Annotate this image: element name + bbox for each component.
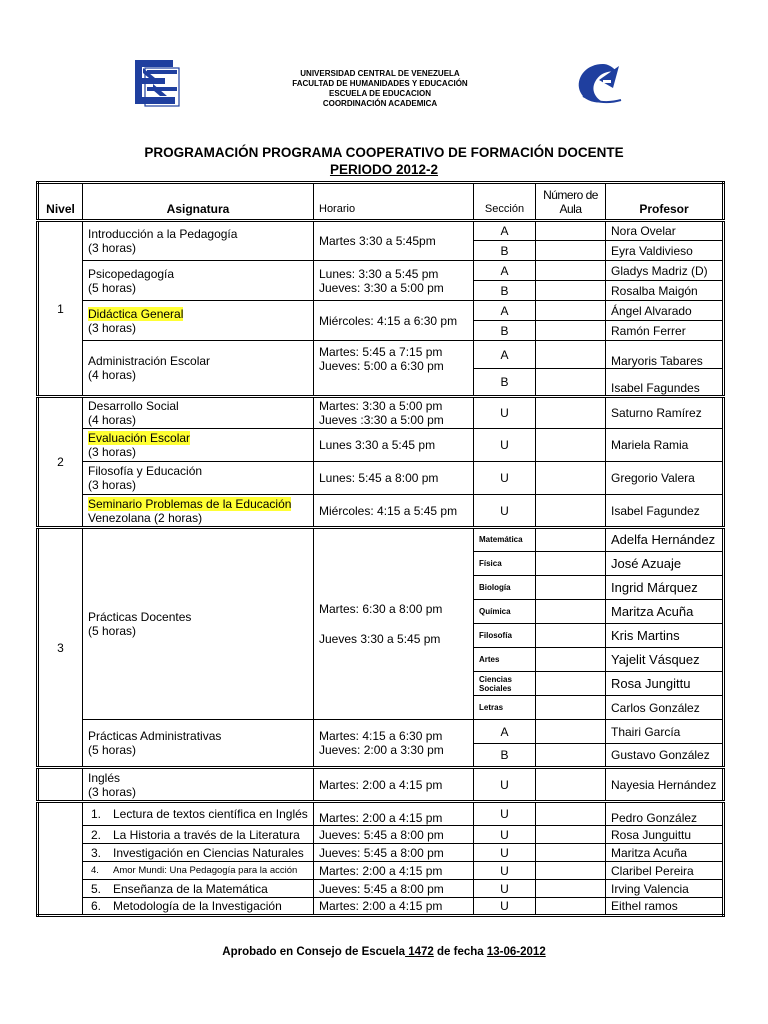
table-header-row xyxy=(38,183,724,221)
subject-cell xyxy=(83,528,314,720)
table-row xyxy=(38,261,724,281)
section-cell: Filosofía xyxy=(474,624,536,648)
section-cell: U xyxy=(474,495,536,528)
department-name: COORDINACIÓN ACADEMICA xyxy=(322,99,438,108)
schedule-cell: Martes: 2:00 a 4:15 pm xyxy=(314,768,474,802)
subject-name-highlighted: Evaluación Escolar xyxy=(88,431,191,445)
institution-header xyxy=(230,69,530,109)
schedule-cell xyxy=(314,397,474,429)
professor-cell: Rosa Junguittu xyxy=(606,826,724,844)
section-cell: A xyxy=(474,341,536,369)
professor-cell: Gustavo González xyxy=(606,744,724,768)
header-nivel: Nivel xyxy=(38,183,83,221)
subject-name: Introducción a la Pedagogía xyxy=(88,227,238,241)
schedule-cell: Jueves: 5:45 a 8:00 pm xyxy=(314,826,474,844)
classroom-cell xyxy=(536,768,606,802)
schedule-line: Jueves: 3:30 a 5:00 pm xyxy=(319,280,444,295)
schedule-cell: Martes 3:30 a 5:45pm xyxy=(314,221,474,261)
classroom-cell xyxy=(536,648,606,672)
classroom-cell xyxy=(536,397,606,429)
section-cell: U xyxy=(474,898,536,916)
faculty-logo-icon xyxy=(573,58,625,108)
classroom-cell xyxy=(536,600,606,624)
classroom-cell xyxy=(536,321,606,341)
schedule-cell: Lunes 3:30 a 5:45 pm xyxy=(314,429,474,462)
subject-cell xyxy=(83,802,314,826)
section-cell: U xyxy=(474,462,536,495)
schedule-line: Jueves 3:30 a 5:45 pm xyxy=(319,632,441,646)
classroom-cell xyxy=(536,720,606,744)
nivel-cell: 3 xyxy=(38,528,83,768)
professor-cell: Rosalba Maigón xyxy=(606,281,724,301)
classroom-cell xyxy=(536,744,606,768)
header-asignatura: Asignatura xyxy=(83,183,314,221)
approval-date: 13-06-2012 xyxy=(486,946,546,958)
professor-cell: Thairi García xyxy=(606,720,724,744)
schedule-cell: Miércoles: 4:15 a 5:45 pm xyxy=(314,495,474,528)
schedule-cell: Lunes: 5:45 a 8:00 pm xyxy=(314,462,474,495)
section-cell: U xyxy=(474,844,536,862)
schedule-cell xyxy=(314,720,474,768)
schedule-line: Jueves :3:30 a 5:00 pm xyxy=(319,413,444,427)
document-title: PROGRAMACIÓN PROGRAMA COOPERATIVO DE FORMACIÓN DOCENTE xyxy=(144,145,624,160)
professor-cell: Maryoris Tabares xyxy=(606,341,724,369)
subject-name: Investigación en Ciencias Naturales xyxy=(113,845,304,860)
table-row xyxy=(38,429,724,462)
schedule-line: Martes: 3:30 a 5:00 pm xyxy=(319,399,443,413)
subject-cell xyxy=(83,397,314,429)
table-row xyxy=(38,221,724,241)
table-row xyxy=(38,802,724,826)
subject-cell xyxy=(83,301,314,341)
subject-name: Lectura de textos científica en Inglés xyxy=(113,807,308,821)
section-cell: U xyxy=(474,862,536,880)
nivel-cell xyxy=(38,802,83,916)
document-period: PERIODO 2012-2 xyxy=(329,162,439,177)
subject-name: Metodología de la Investigación xyxy=(113,899,282,913)
section-cell: A xyxy=(474,720,536,744)
subject-cell xyxy=(83,341,314,397)
subject-cell xyxy=(83,462,314,495)
subject-name: Filosofía y Educación xyxy=(88,464,203,478)
table-row xyxy=(38,495,724,528)
schedule-cell xyxy=(314,341,474,397)
classroom-cell xyxy=(536,495,606,528)
schedule-cell: Miércoles: 4:15 a 6:30 pm xyxy=(314,301,474,341)
header-profesor: Profesor xyxy=(606,183,724,221)
classroom-cell xyxy=(536,844,606,862)
subject-cell xyxy=(83,720,314,768)
section-cell: B xyxy=(474,369,536,397)
approval-text: Aprobado en Consejo de Escuela xyxy=(222,946,406,958)
subject-cell xyxy=(83,495,314,528)
professor-cell: Isabel Fagundez xyxy=(606,495,724,528)
schedule-cell: Martes: 2:00 a 4:15 pm xyxy=(314,862,474,880)
professor-cell: Pedro González xyxy=(606,802,724,826)
section-cell: U xyxy=(474,826,536,844)
subject-cell xyxy=(83,826,314,844)
university-name: UNIVERSIDAD CENTRAL DE VENEZUELA xyxy=(300,69,460,78)
section-cell: B xyxy=(474,241,536,261)
professor-cell: Rosa Jungittu xyxy=(606,672,724,696)
nivel-cell: 1 xyxy=(38,221,83,397)
section-cell: Matemática xyxy=(474,528,536,552)
item-number: 3. xyxy=(91,845,102,860)
section-cell: Artes xyxy=(474,648,536,672)
table-row xyxy=(38,720,724,744)
subject-hours: Venezolana (2 horas) xyxy=(88,510,203,525)
classroom-cell xyxy=(536,802,606,826)
subject-name-highlighted: Seminario Problemas de la Educación xyxy=(88,496,292,511)
section-cell: U xyxy=(474,768,536,802)
schedule-line: Jueves: 2:00 a 3:30 pm xyxy=(319,743,444,757)
classroom-cell xyxy=(536,696,606,720)
professor-cell: Yajelit Vásquez xyxy=(606,648,724,672)
professor-cell: Maritza Acuña xyxy=(606,600,724,624)
classroom-cell xyxy=(536,301,606,321)
table-row xyxy=(38,301,724,321)
table-row xyxy=(38,826,724,844)
item-number: 2. xyxy=(91,827,102,842)
classroom-cell xyxy=(536,528,606,552)
classroom-cell xyxy=(536,462,606,495)
professor-cell: Irving Valencia xyxy=(606,880,724,898)
table-row xyxy=(38,528,724,552)
professor-cell: Ramón Ferrer xyxy=(606,321,724,341)
professor-cell: Kris Martins xyxy=(606,624,724,648)
schedule-line: Jueves: 5:00 a 6:30 pm xyxy=(319,359,444,373)
section-cell: Química xyxy=(474,600,536,624)
section-cell: A xyxy=(474,301,536,321)
classroom-cell xyxy=(536,862,606,880)
school-name: ESCUELA DE EDUCACION xyxy=(329,89,431,98)
subject-cell xyxy=(83,844,314,862)
classroom-cell xyxy=(536,624,606,648)
section-cell: A xyxy=(474,221,536,241)
professor-cell: Gregorio Valera xyxy=(606,462,724,495)
approval-footer xyxy=(0,946,768,958)
schedule-cell xyxy=(314,528,474,720)
professor-cell: Nora Ovelar xyxy=(606,221,724,241)
subject-hours: (4 horas) xyxy=(88,413,137,427)
item-number: 5. xyxy=(91,881,102,896)
section-cell: U xyxy=(474,429,536,462)
professor-cell: Maritza Acuña xyxy=(606,844,724,862)
schedule-cell: Martes: 2:00 a 4:15 pm xyxy=(314,898,474,916)
subject-hours: (4 horas) xyxy=(88,368,137,382)
schedule-line: Martes: 4:15 a 6:30 pm xyxy=(319,729,443,743)
faculty-name: FACULTAD DE HUMANIDADES Y EDUCACIÓN xyxy=(292,79,468,88)
classroom-cell xyxy=(536,898,606,916)
section-cell: U xyxy=(474,802,536,826)
item-number: 1. xyxy=(91,807,102,821)
classroom-cell xyxy=(536,341,606,369)
schedule-line: Martes: 5:45 a 7:15 pm xyxy=(319,345,443,359)
council-number: 1472 xyxy=(405,946,434,958)
section-cell: B xyxy=(474,321,536,341)
subject-name: Enseñanza de la Matemática xyxy=(113,881,268,896)
professor-cell: Saturno Ramírez xyxy=(606,397,724,429)
item-number: 6. xyxy=(91,899,102,913)
subject-cell xyxy=(83,261,314,301)
classroom-cell xyxy=(536,552,606,576)
subject-cell xyxy=(83,768,314,802)
professor-cell: Gladys Madriz (D) xyxy=(606,261,724,281)
table-row xyxy=(38,768,724,802)
section-cell: B xyxy=(474,281,536,301)
schedule-cell: Jueves: 5:45 a 8:00 pm xyxy=(314,880,474,898)
subject-hours: (3 horas) xyxy=(88,784,137,799)
item-number: 4. xyxy=(91,864,99,876)
schedule-cell xyxy=(314,261,474,301)
professor-cell: José Azuaje xyxy=(606,552,724,576)
subject-cell xyxy=(83,221,314,261)
professor-cell: Claribel Pereira xyxy=(606,862,724,880)
professor-cell: Isabel Fagundes xyxy=(606,369,724,397)
subject-name: Inglés xyxy=(88,770,121,785)
classroom-cell xyxy=(536,281,606,301)
professor-cell: Nayesia Hernández xyxy=(606,768,724,802)
subject-hours: (3 horas) xyxy=(88,241,137,255)
professor-cell: Eithel ramos xyxy=(606,898,724,916)
classroom-cell xyxy=(536,576,606,600)
schedule-line: Martes: 6:30 a 8:00 pm xyxy=(319,602,443,616)
classroom-cell xyxy=(536,672,606,696)
subject-name: Desarrollo Social xyxy=(88,399,179,413)
professor-cell: Ángel Alvarado xyxy=(606,301,724,321)
table-row xyxy=(38,844,724,862)
subject-name: Psicopedagogía xyxy=(88,266,175,281)
classroom-cell xyxy=(536,369,606,397)
subject-cell xyxy=(83,429,314,462)
classroom-cell xyxy=(536,241,606,261)
professor-cell: Mariela Ramia xyxy=(606,429,724,462)
table-row xyxy=(38,862,724,880)
table-row xyxy=(38,341,724,369)
classroom-cell xyxy=(536,826,606,844)
classroom-cell xyxy=(536,221,606,241)
classroom-cell xyxy=(536,880,606,898)
subject-hours: (5 horas) xyxy=(88,280,137,295)
subject-name: Prácticas Administrativas xyxy=(88,729,222,743)
header-horario: Horario xyxy=(314,183,474,221)
header-seccion: Sección xyxy=(474,183,536,221)
approval-date-text: de fecha xyxy=(433,946,487,958)
schedule-cell: Jueves: 5:45 a 8:00 pm xyxy=(314,844,474,862)
table-row xyxy=(38,462,724,495)
subject-name: Administración Escolar xyxy=(88,354,211,368)
section-cell: U xyxy=(474,397,536,429)
section-cell: Física xyxy=(474,552,536,576)
subject-hours: (3 horas) xyxy=(88,478,137,492)
subject-name-highlighted: Didáctica General xyxy=(88,306,184,321)
table-row xyxy=(38,898,724,916)
school-logo-icon xyxy=(133,58,181,108)
header-aula: Número de Aula xyxy=(536,183,606,221)
document-title-block xyxy=(84,144,684,178)
nivel-cell: 2 xyxy=(38,397,83,528)
subject-hours: (3 horas) xyxy=(88,320,137,335)
professor-cell: Adelfa Hernández xyxy=(606,528,724,552)
subject-hours: (5 horas) xyxy=(88,624,137,638)
subject-name: Amor Mundi: Una Pedagogía para la acción xyxy=(113,864,298,876)
section-cell: U xyxy=(474,880,536,898)
section-cell: B xyxy=(474,744,536,768)
subject-cell xyxy=(83,880,314,898)
professor-cell: Ingrid Márquez xyxy=(606,576,724,600)
nivel-cell xyxy=(38,768,83,802)
subject-name: Prácticas Docentes xyxy=(88,610,192,624)
subject-hours: (3 horas) xyxy=(88,445,137,459)
section-cell: Ciencias Sociales xyxy=(474,672,536,696)
schedule-cell: Martes: 2:00 a 4:15 pm xyxy=(314,802,474,826)
section-cell: Biología xyxy=(474,576,536,600)
section-cell: Letras xyxy=(474,696,536,720)
professor-cell: Eyra Valdivieso xyxy=(606,241,724,261)
subject-name: La Historia a través de la Literatura xyxy=(113,827,300,842)
table-row xyxy=(38,880,724,898)
schedule-table xyxy=(36,181,725,917)
professor-cell: Carlos González xyxy=(606,696,724,720)
table-row xyxy=(38,397,724,429)
section-cell: A xyxy=(474,261,536,281)
classroom-cell xyxy=(536,429,606,462)
subject-cell xyxy=(83,898,314,916)
subject-hours: (5 horas) xyxy=(88,743,137,757)
schedule-line: Lunes: 3:30 a 5:45 pm xyxy=(319,266,439,281)
subject-cell xyxy=(83,862,314,880)
classroom-cell xyxy=(536,261,606,281)
